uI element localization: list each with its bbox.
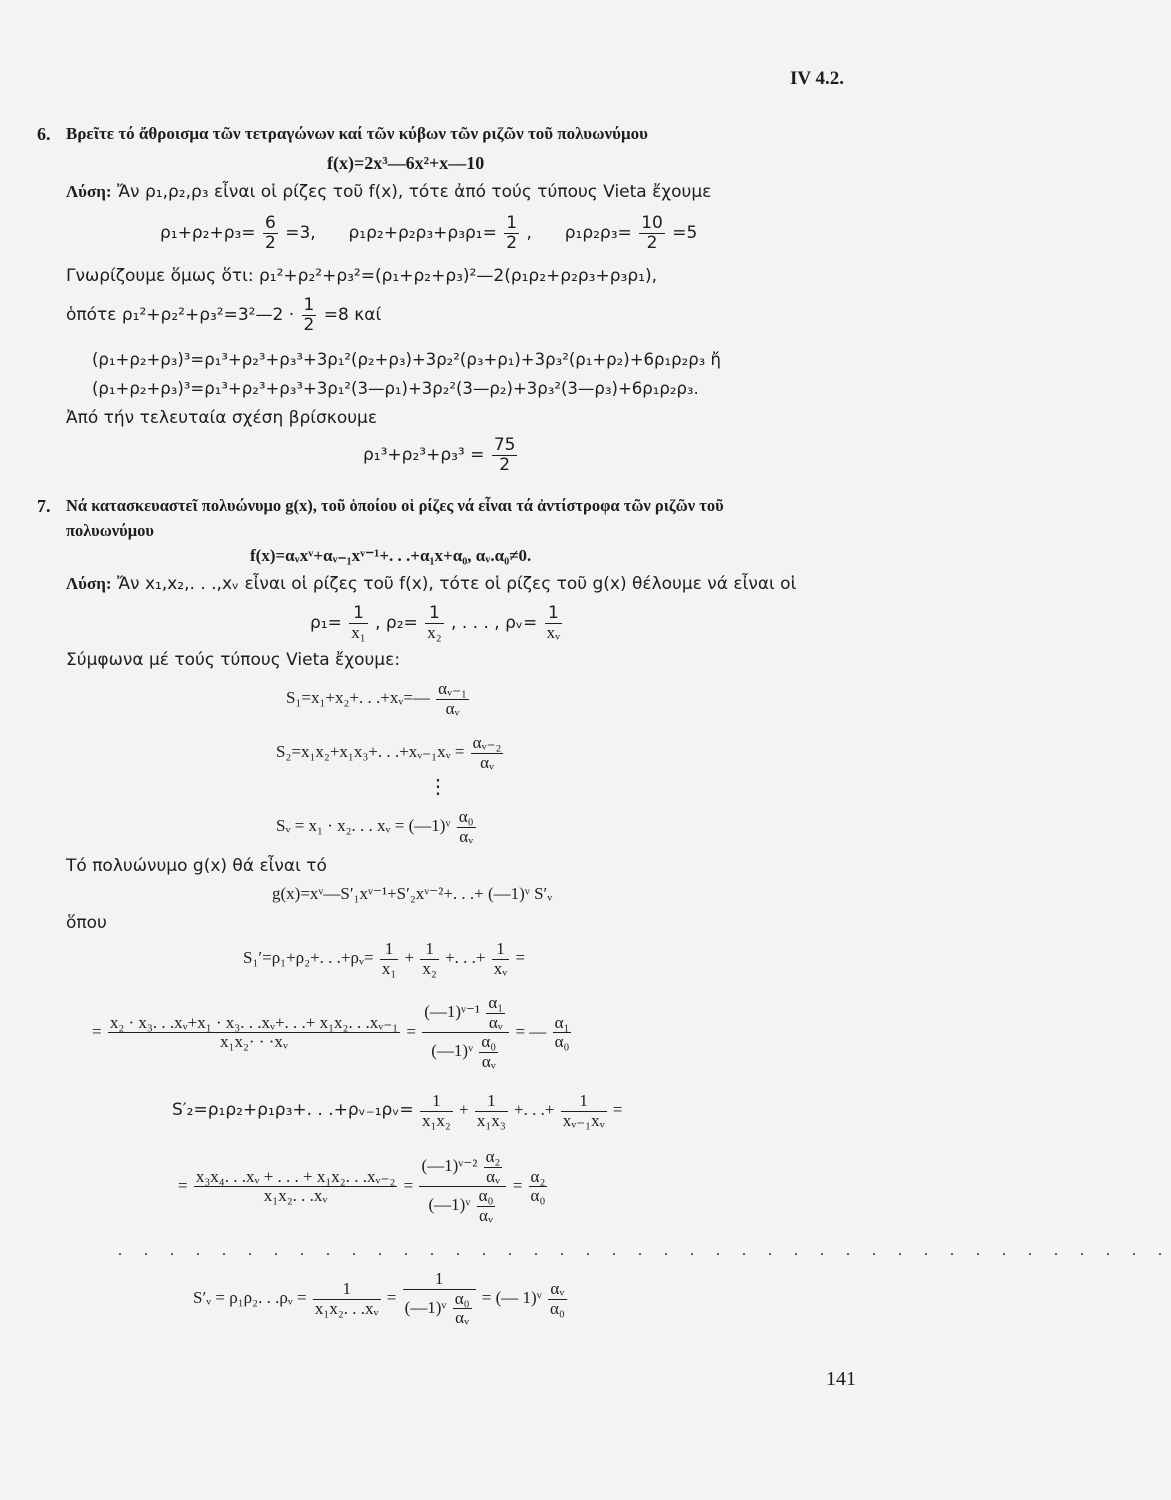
s1-den: αᵥ [445, 698, 460, 718]
problem-7-number: 7. [37, 496, 51, 516]
s2p-dots: +. . .+ [514, 1100, 555, 1120]
root-p2: , ρ₂= [375, 613, 418, 634]
s2p2-big-num-n: α₂ [485, 1147, 501, 1166]
cubes-result [363, 436, 519, 474]
vertical-dots: ⋮ [428, 776, 448, 798]
solution-intro-7: Ἄν x₁,x₂,. . .,xᵥ εἶναι οἱ ρίζες τοῦ f(x), τότε οἱ ρίζες τοῦ g(x) θέλουμε νά εἶναι οἱ [116, 574, 797, 594]
s2p2-big-den-n: α₀ [478, 1186, 494, 1206]
vieta-prod-lhs: ρ₁ρ₂ρ₃= [564, 223, 632, 244]
s1p-plus: + [404, 948, 415, 968]
vieta-pairs-num: 1 [506, 213, 518, 233]
cubes-fraction [492, 436, 518, 474]
g-intro: Τό πολυώνυμο g(x) θά εἶναι τό [66, 856, 327, 876]
s2p-plus: + [459, 1100, 469, 1120]
s1p2-res-num: α₁ [554, 1012, 570, 1032]
svp-big-num: 1 [403, 1270, 476, 1290]
s1p2-res: = — [515, 1021, 547, 1041]
cubes-lhs: ρ₁³+ρ₂³+ρ₃³ = [363, 445, 485, 466]
g-formula: g(x)=xᵛ—S′₁xᵛ⁻¹+S′₂xᵛ⁻²+. . .+ (—1)ᵛ S′ᵥ [272, 884, 553, 903]
root-p2-fraction [425, 604, 443, 642]
s2p2-big-den-pre: (—1)ᵛ [428, 1195, 471, 1215]
s1p-eq: = [515, 948, 526, 968]
hence-line [66, 296, 381, 334]
s2p2-big-num-frac [484, 1148, 503, 1186]
know-line: Γνωρίζουμε ὅμως ὅτι: ρ₁²+ρ₂²+ρ₃²=(ρ₁+ρ₂+ρ₃)²—2(ρ₁ρ₂+ρ₂ρ₃+ρ₃ρ₁), [66, 266, 657, 286]
problem-7-solution [66, 574, 796, 594]
s2p2-num: x₃x₄. . .xᵥ + . . . + x₁x₂. . .xᵥ₋₂ [195, 1166, 396, 1186]
hence-den: 2 [303, 314, 315, 335]
s1p2-big-den-n: α₀ [481, 1032, 497, 1052]
s2p2-eq2: = [403, 1175, 414, 1195]
vieta-prod-num: 10 [641, 213, 663, 233]
s1p2-big-num-frac [486, 994, 505, 1032]
s2-formula [276, 734, 505, 772]
s1p2-res-den: α₀ [554, 1032, 570, 1052]
s1p-frac-2 [420, 940, 438, 978]
sv-fraction [457, 808, 476, 846]
s2p2-big-num-pre: (—1)ᵛ⁻² [421, 1156, 478, 1176]
problem-6-solution [66, 182, 711, 202]
s1p2-den: x₁x₂· · ·xᵥ [220, 1032, 288, 1052]
s2-fraction [471, 734, 504, 772]
svp-frac-1-den: x₁x₂. . .xᵥ [314, 1298, 379, 1318]
s1p-continued [92, 994, 573, 1072]
root-p1-fraction [349, 604, 367, 642]
svp-eq: = [386, 1287, 397, 1307]
vieta-sum-lhs: ρ₁+ρ₂+ρ₃= [160, 223, 256, 244]
s1p-frac-2-num: 1 [420, 940, 438, 960]
s2p2-big-fraction [419, 1148, 506, 1226]
root-p1-den: x₁ [351, 622, 366, 642]
svp-big-den-d: αᵥ [455, 1308, 470, 1328]
last-relation-text: Ἀπό τήν τελευταία σχέση βρίσκουμε [66, 408, 378, 428]
s1p2-big-den-d: αᵥ [481, 1052, 496, 1072]
vieta-pairs-lhs: ρ₁ρ₂+ρ₂ρ₃+ρ₃ρ₁= [348, 223, 497, 244]
s1p2-big-den-frac [479, 1033, 498, 1071]
sv-den: αᵥ [459, 826, 474, 846]
s1p-frac-v-den: xᵥ [493, 958, 508, 978]
dots-separator: . . . . . . . . . . . . . . . . . . . . . . . . . . . . . . . . . . . . . . . . . [118, 1242, 1171, 1259]
s2p2-big-den-d: αᵥ [479, 1206, 493, 1226]
where-label: ὅπου [66, 913, 107, 933]
s2p2-big-num [419, 1148, 506, 1187]
s2p-frac-2-den: x₁x₃ [476, 1110, 506, 1130]
s1p2-res-fraction [553, 1014, 572, 1052]
s2p-frac-v-den: xᵥ₋₁xᵥ [562, 1110, 605, 1130]
vieta-prod-rhs: =5 [672, 223, 698, 244]
s1p-frac-v [492, 940, 510, 978]
s2p-frac-2-num: 1 [475, 1092, 508, 1112]
page-number: 141 [826, 1368, 856, 1390]
hence-num: 1 [303, 295, 315, 315]
problem-6-number: 6. [37, 124, 51, 144]
s1p2-num: x₂ · x₃. . .xᵥ+x₁ · x₃. . .xᵥ+. . .+ x₁x₂. . .xᵥ₋₁ [109, 1012, 399, 1032]
svp-big-den-pre: (—1)ᵛ [404, 1297, 447, 1317]
svp-big-den [403, 1290, 476, 1328]
svp-big-den-frac [453, 1290, 472, 1328]
s2p2-res-fraction [529, 1168, 548, 1206]
s2p2-fraction [194, 1168, 398, 1206]
root-p2-den: x₂ [427, 622, 442, 642]
solution-intro: Ἄν ρ₁,ρ₂,ρ₃ εἶναι οἱ ρίζες τοῦ f(x), τότε ἀπό τούς τύπους Vieta ἔχουμε [116, 182, 712, 202]
s1p2-big-num [422, 994, 509, 1033]
s2p2-den: x₁x₂. . .xᵥ [263, 1186, 328, 1206]
svp-big-den-n: α₀ [454, 1288, 470, 1308]
s2p-continued [178, 1148, 549, 1226]
vieta-pairs-rhs: , [526, 223, 532, 244]
s2p-frac-1-num: 1 [420, 1092, 453, 1112]
s1p2-big-num-pre: (—1)ᵛ⁻¹ [424, 1002, 481, 1022]
solution-label-7: Λύση: [66, 574, 112, 593]
root-p1: ρ₁= [310, 613, 342, 634]
s2p2-big-den [419, 1187, 506, 1225]
s1p-frac-2-den: x₂ [422, 958, 437, 978]
problem-7-polynomial: f(x)=αᵥxᵛ+αᵥ₋₁xᵛ⁻¹+. . .+α₁x+α₀, αᵥ.α₀≠0. [250, 546, 532, 565]
sv-lhs: Sᵥ = x₁ · x₂. . . xᵥ = (—1)ᵛ [276, 816, 451, 836]
vieta-prod-fraction [639, 214, 665, 252]
section-number: IV 4.2. [790, 68, 845, 89]
s1p2-fraction [108, 1014, 400, 1052]
root-p2-num: 1 [425, 604, 443, 624]
s1p2-big-fraction [422, 994, 509, 1072]
root-pv: , . . . , ρᵥ= [451, 613, 538, 634]
s2p2-big-den-frac [477, 1187, 496, 1225]
root-p1-num: 1 [349, 604, 367, 624]
root-pv-fraction [545, 604, 563, 642]
svp-res: = (— 1)ᵛ [481, 1287, 542, 1307]
root-pv-den: xᵥ [546, 622, 561, 642]
s2p-formula [172, 1092, 622, 1130]
s1-formula [286, 680, 471, 718]
problem-6-statement: Βρεῖτε τό ἄθροισμα τῶν τετραγώνων καί τῶν κύβων τῶν ριζῶν τοῦ πολυωνύμου [66, 124, 648, 143]
s1-fraction [436, 680, 469, 718]
s1p-frac-1 [380, 940, 398, 978]
s1p-lhs: S₁′=ρ₁+ρ₂+. . .+ρᵥ= [243, 948, 374, 968]
cube-line-1: (ρ₁+ρ₂+ρ₃)³=ρ₁³+ρ₂³+ρ₃³+3ρ₁²(ρ₂+ρ₃)+3ρ₂²(ρ₃+ρ₁)+3ρ₃²(ρ₁+ρ₂)+6ρ₁ρ₂ρ₃ ἤ [92, 350, 721, 369]
s1p-frac-1-den: x₁ [381, 958, 397, 978]
s2-num: αᵥ₋₂ [472, 733, 502, 752]
svp-lhs: S′ᵥ = ρ₁ρ₂. . .ρᵥ = [193, 1287, 307, 1307]
sv-formula [276, 808, 478, 846]
root-pv-num: 1 [545, 604, 563, 624]
vieta-pairs-fraction [504, 214, 519, 252]
svp-res-fraction [548, 1280, 567, 1318]
s2p-eq: = [612, 1100, 623, 1120]
vieta-pairs-den: 2 [506, 232, 518, 253]
svp-res-num: αᵥ [548, 1280, 567, 1300]
hence-rhs: =8 καί [323, 305, 382, 326]
hence-fraction [302, 296, 317, 334]
vieta-prod-den: 2 [646, 232, 658, 253]
s2p-lhs: S′₂=ρ₁ρ₂+ρ₁ρ₃+. . .+ρᵥ₋₁ρᵥ= [172, 1100, 414, 1121]
s2p2-big-num-d: αᵥ [486, 1166, 500, 1186]
s2p-frac-v-num: 1 [561, 1092, 607, 1112]
svp-frac-1-num: 1 [313, 1280, 381, 1300]
s1p2-big-den-pre: (—1)ᵛ [431, 1041, 474, 1061]
s2-den: αᵥ [480, 752, 495, 772]
s1p2-eq: = [92, 1021, 102, 1041]
reciprocal-roots [310, 604, 564, 642]
s2p-frac-1-den: x₁x₂ [421, 1110, 451, 1130]
vieta-sum-rhs: =3, [285, 223, 316, 244]
vieta-sum-den: 2 [264, 232, 276, 253]
s2p2-res-den: α₀ [530, 1186, 546, 1206]
svp-frac-1 [313, 1280, 381, 1318]
s1p2-big-den [422, 1033, 509, 1071]
s1p2-big-num-n: α₁ [488, 993, 504, 1012]
s1-lhs: S₁=x₁+x₂+. . .+xᵥ=— [286, 688, 430, 708]
cubes-den: 2 [499, 454, 511, 475]
cubes-num: 75 [493, 435, 516, 455]
s1p-dots: +. . .+ [445, 948, 486, 968]
svp-res-den: α₀ [549, 1298, 565, 1318]
vieta-sum-fraction [263, 214, 278, 252]
hence-lhs: ὁπότε ρ₁²+ρ₂²+ρ₃²=3²—2 · [66, 305, 295, 326]
vieta-sum-num: 6 [264, 213, 276, 233]
svp-big-fraction [403, 1270, 476, 1328]
s2p-frac-v [561, 1092, 607, 1130]
s1p2-big-num-d: αᵥ [488, 1012, 503, 1032]
s2-lhs: S₂=x₁x₂+x₁x₃+. . .+xᵥ₋₁xᵥ = [276, 742, 465, 762]
s2p2-res: = [512, 1175, 523, 1195]
s2p2-eq: = [178, 1175, 188, 1195]
sv-num: α₀ [458, 807, 474, 826]
solution-label: Λύση: [66, 182, 112, 201]
s1p-frac-v-num: 1 [492, 940, 510, 960]
svp-formula [193, 1270, 569, 1328]
vieta-intro-7: Σύμφωνα μέ τούς τύπους Vieta ἔχουμε: [66, 650, 401, 670]
cube-line-2: (ρ₁+ρ₂+ρ₃)³=ρ₁³+ρ₂³+ρ₃³+3ρ₁²(3—ρ₁)+3ρ₂²(3—ρ₂)+3ρ₃²(3—ρ₃)+6ρ₁ρ₂ρ₃. [92, 379, 699, 398]
s2p2-res-num: α₂ [530, 1166, 546, 1186]
problem-7-statement-1: Νά κατασκευαστεῖ πολυώνυμο g(x), τοῦ ὁποίου οἱ ρίζες νά εἶναι τά ἀντίστροφα τῶν ριζῶν τοῦ [66, 496, 724, 515]
s1p-formula [243, 940, 525, 978]
s1p2-eq2: = [406, 1021, 416, 1041]
problem-7-statement-2: πολυωνύμου [66, 521, 154, 540]
s2p-frac-2 [475, 1092, 508, 1130]
s1p-frac-1-num: 1 [380, 940, 398, 960]
vieta-relations [160, 214, 697, 252]
s2p-frac-1 [420, 1092, 453, 1130]
problem-6-polynomial: f(x)=2x³—6x²+x—10 [327, 153, 485, 173]
s1-num: αᵥ₋₁ [438, 679, 467, 698]
